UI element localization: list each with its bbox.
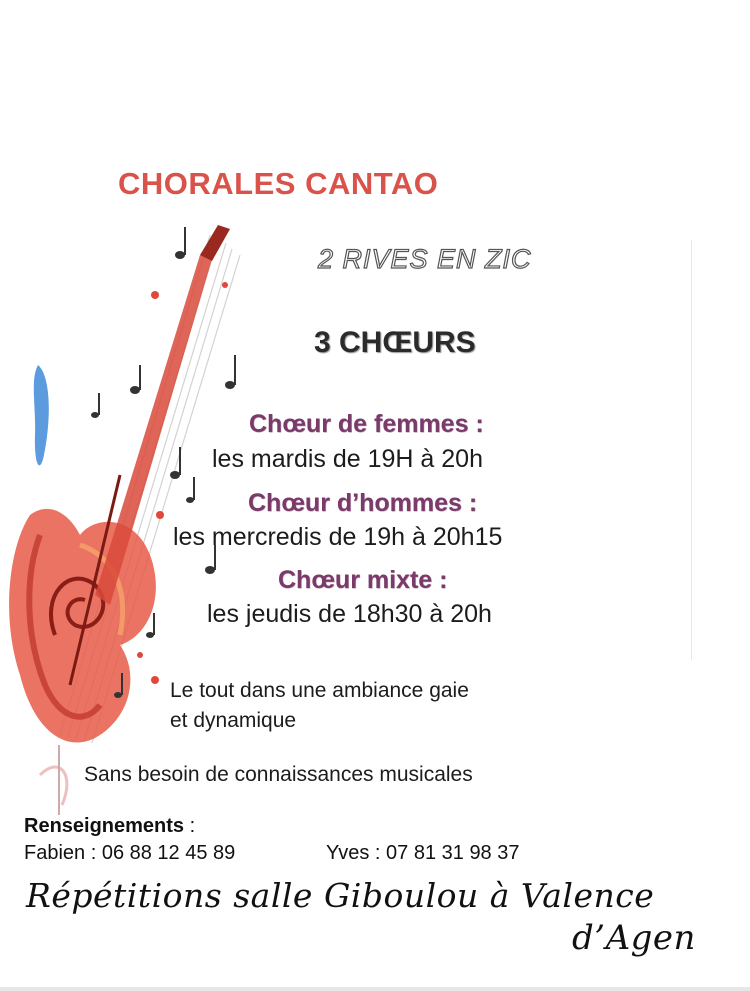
choir-schedule-men: les mercredis de 19h à 20h15 [173, 523, 503, 551]
info-colon: : [184, 815, 196, 837]
contact-yves: Yves : 07 81 31 98 37 [326, 842, 520, 864]
handwritten-line-2: d’Agen [572, 918, 696, 958]
ambiance-line-2: et dynamique [170, 709, 297, 732]
choir-name-women: Chœur de femmes : [249, 410, 484, 438]
ambiance-text [170, 676, 469, 736]
choir-name-mixed: Chœur mixte : [278, 566, 448, 594]
choirs-heading: 3 CHŒURS [314, 326, 476, 359]
choir-schedule-women: les mardis de 19H à 20h [212, 445, 483, 473]
info-label: Renseignements [24, 815, 185, 837]
choir-name-men: Chœur d’hommes : [248, 489, 478, 517]
handwritten-note [26, 875, 716, 959]
scan-bottom-strip [0, 987, 750, 991]
choir-schedule-mixed: les jeudis de 18h30 à 20h [207, 600, 492, 628]
handwritten-line-1: Répétitions salle Giboulou à Valence [26, 876, 655, 915]
info-heading [24, 815, 195, 838]
contact-fabien: Fabien : 06 88 12 45 89 [24, 842, 236, 864]
ambiance-line-1: Le tout dans une ambiance gaie [170, 679, 469, 702]
subtitle: 2 RIVES EN ZIC [318, 244, 532, 274]
scan-edge-line [691, 240, 692, 660]
page-title: CHORALES CANTAO [118, 166, 439, 201]
no-knowledge-text: Sans besoin de connaissances musicales [84, 763, 473, 786]
